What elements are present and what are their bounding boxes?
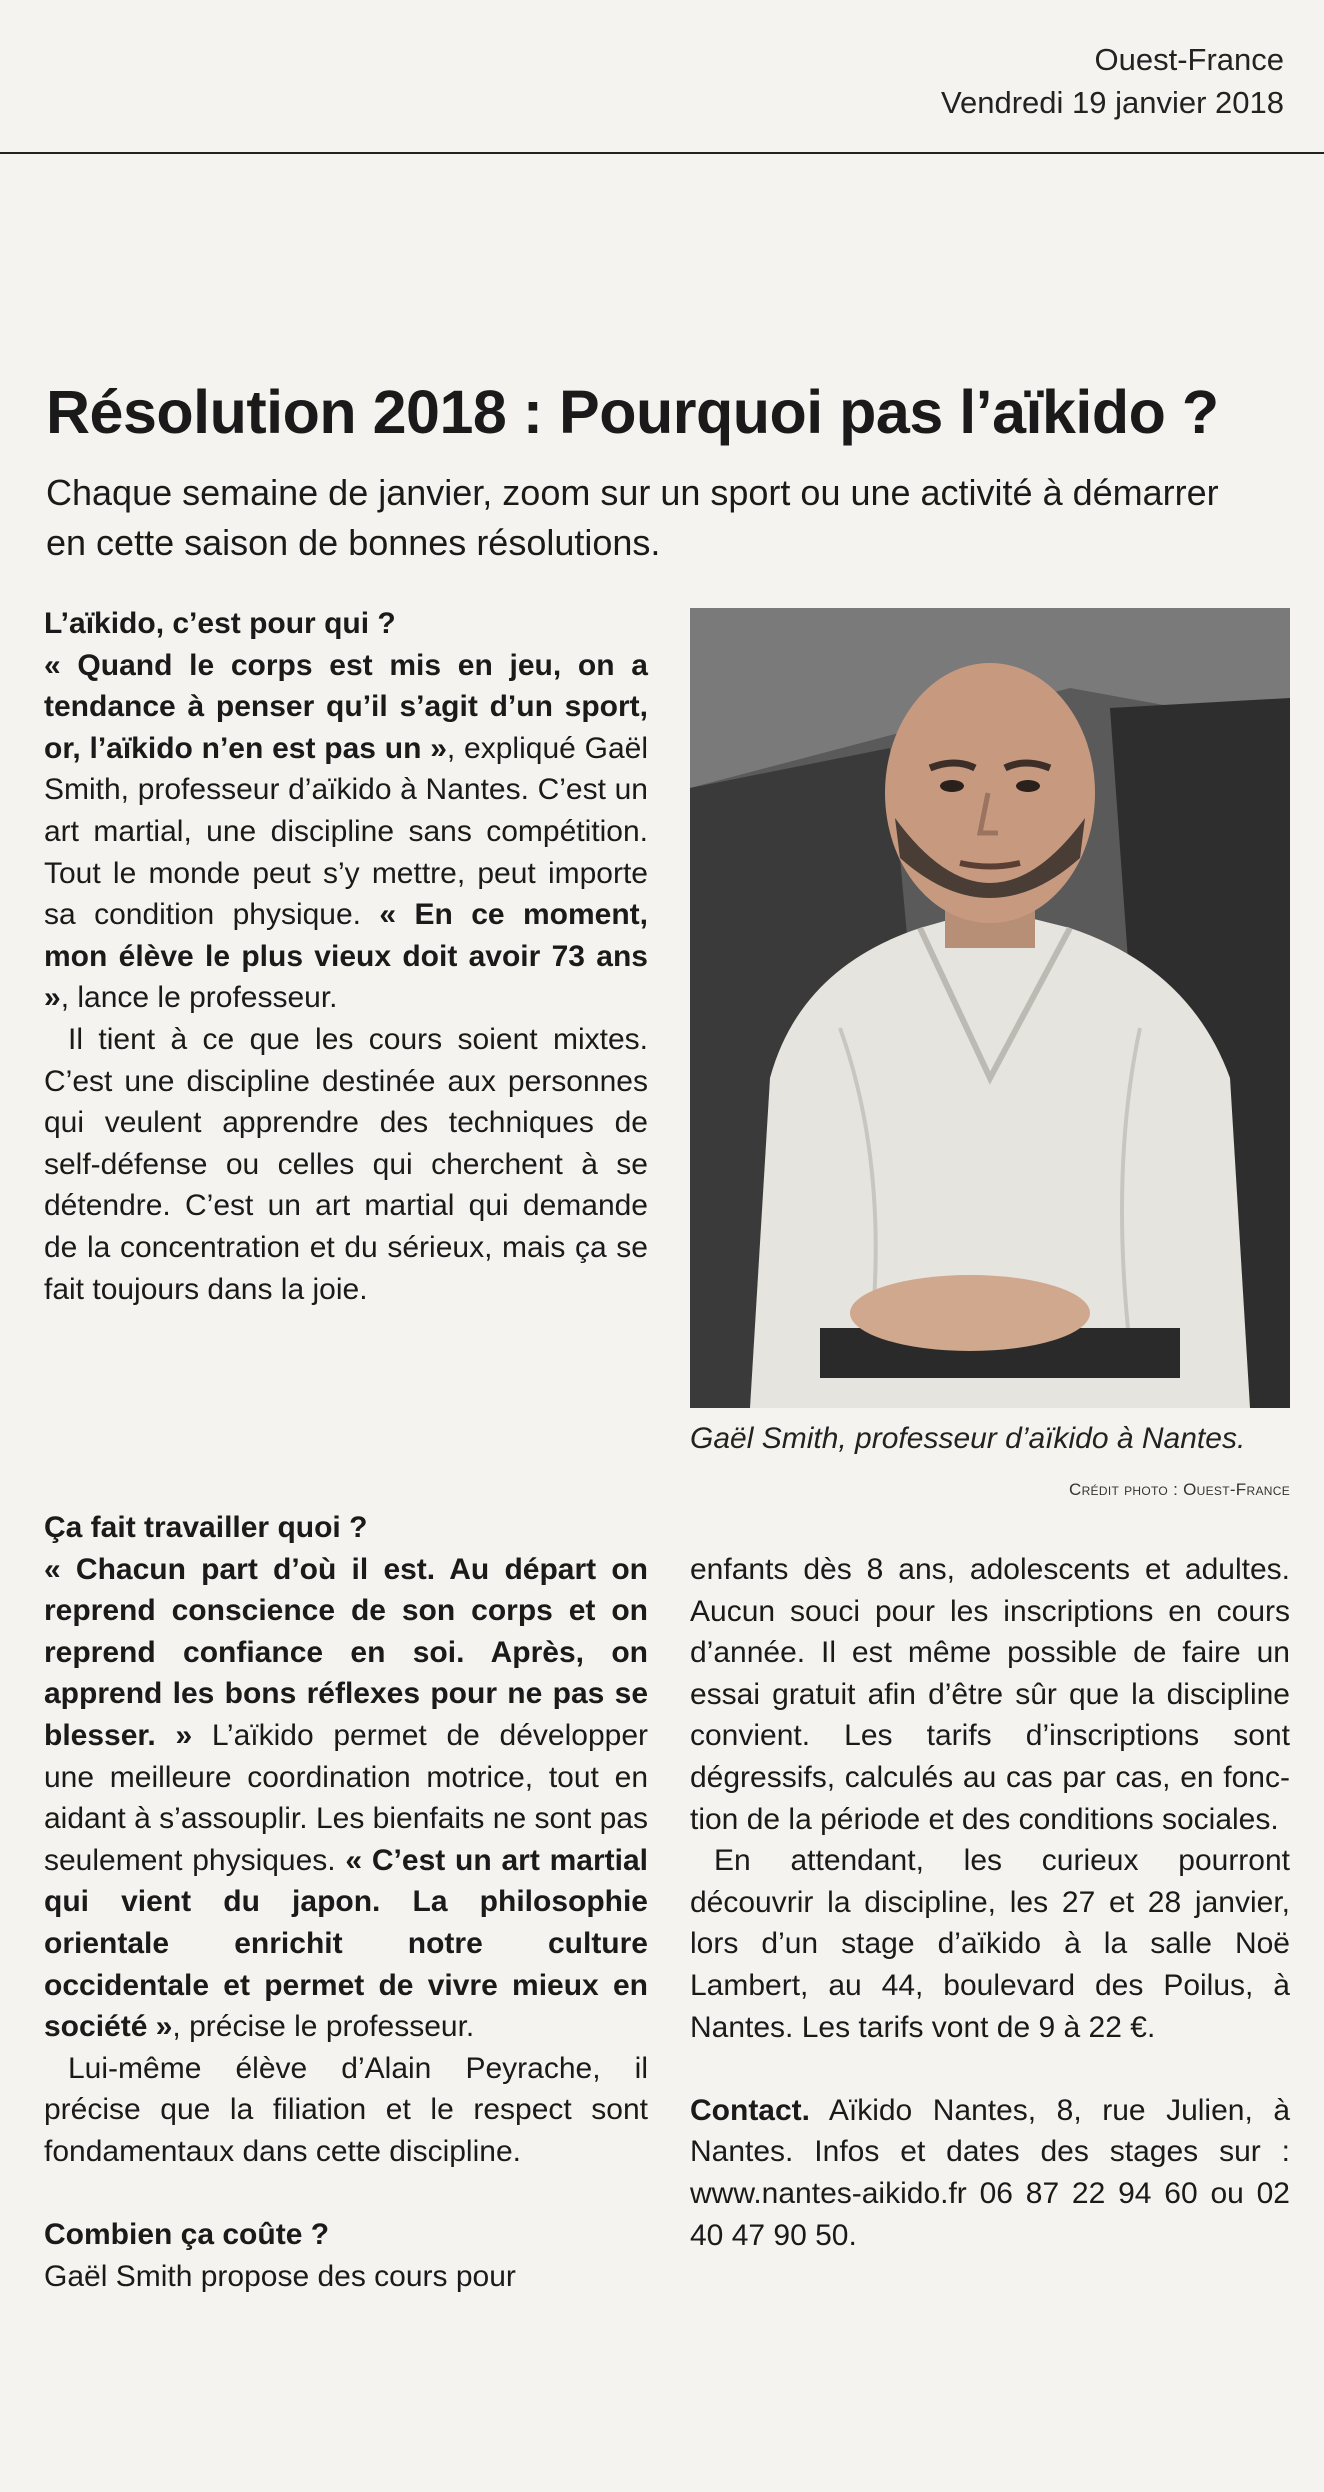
masthead xyxy=(784,38,1284,124)
portrait-photo xyxy=(690,608,1290,1408)
body-text: , expliqué Gaël Smith, professeur d’aïkido à Nantes. C’est un art martial, une discipline sans compétition. Tout le monde peut s’y mettre, peut importe sa condition physique. xyxy=(44,731,648,932)
column-left-bottom xyxy=(44,1507,648,2297)
standfirst: Chaque semaine de janvier, zoom sur un sport ou une activité à démarrer en cette saison de bonnes résolutions. xyxy=(46,472,1219,563)
issue-date: Vendredi 19 janvier 2018 xyxy=(941,85,1284,120)
photo-credit: Crédit photo : Ouest-France xyxy=(1069,1480,1290,1499)
quote: « Chacun part d’où il est. Au départ on reprend conscience de son corps et on reprend confiance en soi. Après, on apprend les bons réflexes pour ne pas se blesser. » xyxy=(44,1552,648,1752)
column-right xyxy=(690,1549,1290,2256)
section-who-para2: Il tient à ce que les cours soient mixtes. C’est une discipline destinée aux personnes qui veulent apprendre des techniques de self-défense ou celles qui cherchent à se détendre. C’est un art martial qui demande de la concentration et du sérieux, mais ça se fait toujours dans la joie. xyxy=(44,1022,648,1306)
contact-block xyxy=(690,2090,1290,2256)
section-heading-who: L’aïkido, c’est pour qui ? xyxy=(44,607,396,640)
body-text: , lance le professeur. xyxy=(60,981,338,1015)
column-left-top xyxy=(44,603,648,1310)
header-rule xyxy=(0,152,1324,154)
spacer xyxy=(690,2048,1290,2090)
body-text: , précise le professeur. xyxy=(172,2010,475,2044)
section-cost-para2: En attendant, les curieux pourront découvrir la discipline, les 27 et 28 janvier, lors d’un stage d’aïkido à la salle Noë Lambert, au 44, boulevard des Poilus, à Nantes. Les tarifs vont de 9 à 22 €. xyxy=(690,1844,1290,2044)
section-benefits-para2: Lui-même élève d’Alain Peyrache, il précise que la filiation et le respect sont fondamentaux dans cette discipline. xyxy=(44,2051,648,2168)
portrait-illustration xyxy=(690,608,1290,1408)
body-text: L’aïkido permet de développer une meilleure coordination motrice, tout en aidant à s’assouplir. Les bienfaits ne sont pas seulement physiques. xyxy=(44,1718,648,1877)
quote: « C’est un art martial qui vient du japon. La philosophie orientale enrichit notre culture occidentale et permet de vivre mieux en société » xyxy=(44,1843,648,2044)
section-cost-para1-start: Gaël Smith propose des cours pour xyxy=(44,2259,516,2293)
headline: Résolution 2018 : Pourquoi pas l’aïkido ? xyxy=(46,378,1219,446)
quote: « En ce moment, mon élève le plus vieux doit avoir 73 ans » xyxy=(44,898,649,1015)
photo-caption: Gaël Smith, professeur d’aïkido à Nantes. xyxy=(690,1422,1246,1455)
spacer xyxy=(44,2173,648,2215)
quote: « Quand le corps est mis en jeu, on a tendance à penser qu’il s’agit d’un sport, or, l’aïkido n’en est pas un » xyxy=(44,648,648,765)
paper-name: Ouest-France xyxy=(1094,42,1284,77)
contact-text: Aïkido Nantes, 8, rue Julien, à Nantes. Infos et dates des stages sur : www.nantes-aikido.fr 06 87 22 94 60 ou 02 40 47 90 50. xyxy=(690,2093,1290,2252)
contact-label: Contact. xyxy=(690,2093,810,2127)
section-who-para1 xyxy=(44,645,648,1019)
section-heading-cost: Combien ça coûte ? xyxy=(44,2218,330,2252)
section-cost-para1-cont: enfants dès 8 ans, adolescents et adultes. Aucun souci pour les inscriptions en cours d’année. Il est même possible de faire un essai gratuit afin d’être sûr que la discipline convient. Les tarifs d’inscriptions sont dégressifs, calculés au cas par cas, en fonction de la période et des conditions sociales. xyxy=(690,1553,1290,1836)
section-benefits-para1 xyxy=(44,1549,648,2048)
section-heading-benefits: Ça fait travailler quoi ? xyxy=(44,1511,368,1544)
